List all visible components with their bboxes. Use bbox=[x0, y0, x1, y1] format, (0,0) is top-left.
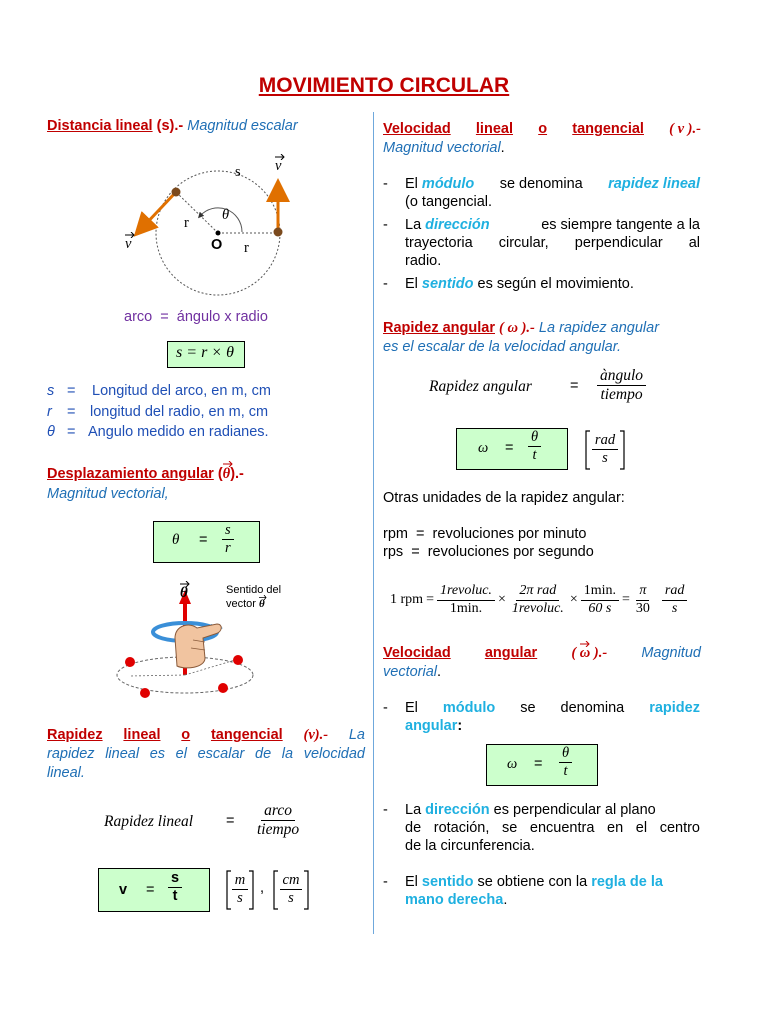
rpm-def: rpm = revoluciones por minuto bbox=[383, 526, 587, 542]
bullet-modulo-angular: El módulo se denomina rapidez bbox=[405, 700, 700, 716]
fig1-v-top-label: v bbox=[275, 158, 281, 175]
rapidez-lineal-desc3: lineal. bbox=[47, 765, 85, 781]
rapidez-lineal-fraction: arco tiempo bbox=[257, 802, 300, 838]
rps-def: rps = revoluciones por segundo bbox=[383, 544, 594, 560]
unit-bracket-cms: $\frac{cm}{s}$ bbox=[273, 870, 309, 910]
omega2-lhs: ω bbox=[507, 756, 518, 772]
fig2-theta-label: θ bbox=[180, 585, 188, 602]
bullet-direccion-angular-line3: de la circunferencia. bbox=[405, 838, 535, 854]
v-eq: = bbox=[146, 882, 155, 898]
bullet-modulo-line2: (o tangencial. bbox=[405, 194, 493, 210]
fig2-sentido-line1: Sentido del bbox=[226, 584, 282, 596]
rapidez-angular-lhs: Rapidez angular bbox=[429, 378, 532, 395]
bullet-dash: - bbox=[383, 176, 388, 192]
bullet-direccion: La dirección es siempre tangente a la bbox=[405, 217, 700, 233]
bullet-dash: - bbox=[383, 700, 388, 716]
fig2-sentido-line2: vector θ bbox=[226, 598, 265, 610]
rapidez-lineal-heading: Rapidez lineal o tangencial (v).- La bbox=[47, 727, 365, 743]
fig1-o-label: O bbox=[211, 237, 223, 253]
bullet-modulo-angular-line2: angular: bbox=[405, 718, 463, 734]
omega2-fraction: $\frac{\theta}{t}$ bbox=[559, 745, 572, 779]
theta-eq: = bbox=[199, 532, 208, 548]
v-lhs: v bbox=[119, 882, 128, 898]
otras-unidades: Otras unidades de la rapidez angular: bbox=[383, 490, 625, 506]
column-divider bbox=[373, 112, 374, 934]
bullet-dash: - bbox=[383, 217, 388, 233]
omega-lhs: ω bbox=[478, 440, 489, 456]
theta-fraction: $\frac{s}{r}$ bbox=[222, 522, 234, 556]
theta-lhs: θ bbox=[172, 532, 180, 548]
bullet-direccion-line2: trayectoria circular, perpendicular al bbox=[405, 235, 700, 251]
bullet-direccion-angular-line2: de rotación, se encuentra en el centro bbox=[405, 820, 700, 836]
desplazamiento-desc: Magnitud vectorial, bbox=[47, 486, 169, 502]
bullet-dash: - bbox=[383, 802, 388, 818]
units-separator: , bbox=[260, 880, 265, 896]
rapidez-angular-desc: es el escalar de la velocidad angular. bbox=[383, 339, 622, 355]
rapidez-lineal-desc2: rapidez lineal es el escalar de la velocidad bbox=[47, 746, 365, 762]
rpm-conversion: 1 rpm = $\frac{\text{1revoluc.}}{1\min.}$ × $\frac{\text{2π rad}}{\text{1revoluc.}}$ × $\frac{1\min.}{60 s}$ = $\frac{\pi}{30}$ $\frac{\text{rad}}{s}$ bbox=[390, 578, 687, 622]
arco-equation: arco = ángulo x radio bbox=[124, 309, 268, 325]
omega-unit-bracket: rad s bbox=[585, 430, 625, 470]
fig1-v-left-label: v bbox=[125, 236, 131, 253]
def-row: θ = Angulo medido en radianes. bbox=[47, 424, 269, 440]
fig1-r2-label: r bbox=[244, 240, 249, 256]
bullet-dash: - bbox=[383, 276, 388, 292]
velocidad-angular-heading: Velocidad angular ( ω ).- Magnitud bbox=[383, 645, 701, 662]
distancia-lineal-heading: Distancia lineal (s).- Magnitud escalar bbox=[47, 118, 298, 134]
def-row: s = Longitud del arco, en m, cm bbox=[47, 383, 271, 399]
page-title: MOVIMIENTO CIRCULAR bbox=[258, 74, 510, 97]
omega-eq: = bbox=[505, 440, 514, 456]
bullet-dash: - bbox=[383, 874, 388, 890]
fig1-theta-label: θ bbox=[222, 207, 230, 223]
rapidez-lineal-eq: = bbox=[226, 813, 235, 829]
fig1-r1-label: r bbox=[184, 215, 189, 231]
bullet-sentido-angular: El sentido se obtiene con la regla de la bbox=[405, 874, 663, 890]
unit-bracket-ms: $\frac{m}{s}$ bbox=[226, 870, 254, 910]
fig1-s-label: s bbox=[235, 164, 241, 180]
s-formula: s = r × θ bbox=[176, 344, 234, 361]
v-fraction: $\frac{s}{t}$ bbox=[168, 870, 182, 904]
bullet-modulo: El módulo se denomina rapidez lineal bbox=[405, 176, 700, 192]
velocidad-lineal-desc: Magnitud vectorial. bbox=[383, 140, 505, 156]
bullet-direccion-angular: La dirección es perpendicular al plano bbox=[405, 802, 656, 818]
rapidez-angular-heading: Rapidez angular ( ω ).- La rapidez angular bbox=[383, 320, 660, 336]
velocidad-lineal-heading: Velocidad lineal o tangencial ( v ).- bbox=[383, 121, 701, 137]
rapidez-angular-eq: = bbox=[570, 378, 579, 394]
velocidad-angular-desc: vectorial. bbox=[383, 664, 442, 680]
omega-fraction: $\frac{\theta}{t}$ bbox=[528, 429, 541, 463]
rapidez-angular-fraction: àngulo tiempo bbox=[597, 367, 646, 404]
def-row: r = longitud del radio, en m, cm bbox=[47, 403, 269, 420]
desplazamiento-heading: Desplazamiento angular (θ ).- bbox=[47, 466, 244, 483]
definitions-list bbox=[47, 383, 367, 445]
bullet-direccion-line3: radio. bbox=[405, 253, 442, 269]
bullet-sentido-angular-line2: mano derecha. bbox=[405, 892, 508, 908]
rapidez-lineal-lhs: Rapidez lineal bbox=[104, 813, 194, 830]
bullet-sentido: El sentido es según el movimiento. bbox=[405, 276, 634, 292]
omega2-eq: = bbox=[534, 756, 543, 772]
